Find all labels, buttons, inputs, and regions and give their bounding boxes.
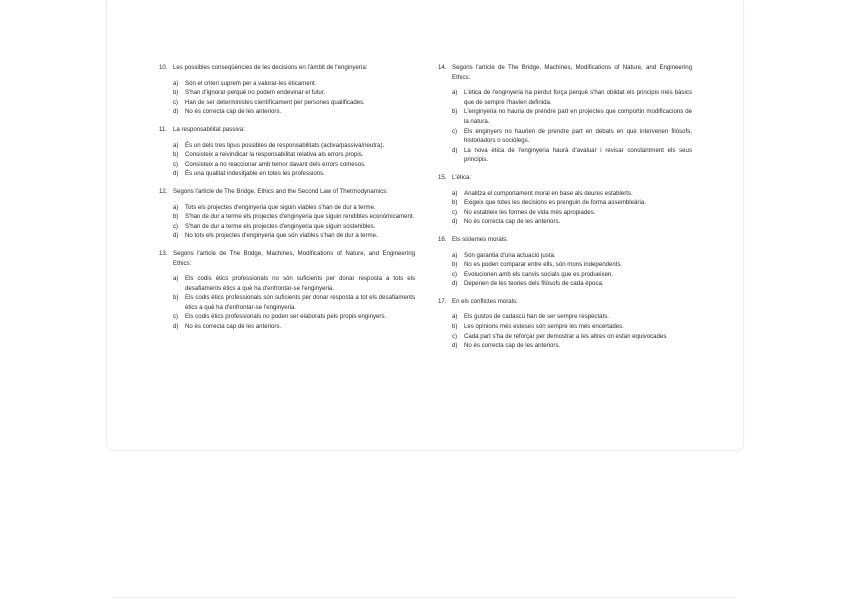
option-letter: a): [452, 189, 458, 197]
answer-option: [173, 107, 415, 117]
answer-option: [173, 203, 415, 213]
option-text: Han de ser deterministes científicament per persones qualificades.: [185, 98, 365, 106]
question-block: [438, 297, 692, 351]
answer-options: [438, 251, 692, 289]
option-letter: b): [173, 294, 179, 302]
answer-option: [452, 279, 692, 289]
option-text: S'han de dur a terme els projectes d'enginyeria que siguin rendibles econòmicament.: [185, 213, 415, 221]
option-text: Els codis ètics professionals no són suficients per donar resposta a tots els desafiaments ètics a què ha d'enfrontar-se l'enginyeria.: [185, 275, 415, 292]
question-block: [159, 125, 415, 179]
answer-options: [159, 274, 415, 332]
question-block: [159, 187, 415, 241]
question-block: [438, 173, 692, 227]
answer-option: [173, 98, 415, 108]
question-header: [438, 297, 692, 307]
question-header: [438, 235, 692, 245]
question-number: 13.: [159, 249, 168, 257]
answer-option: [452, 217, 692, 227]
question-number: 12.: [159, 187, 168, 195]
answer-option: [173, 160, 415, 170]
answer-option: [452, 127, 692, 146]
question-text: En els conflictes morals:: [452, 297, 518, 305]
answer-option: [173, 212, 415, 222]
option-text: No estableix les formes de vida més apropiades.: [464, 208, 596, 216]
option-letter: a): [173, 275, 179, 283]
question-text: Les possibles conseqüències de les decisions en l'àmbit de l'enginyeria:: [173, 64, 368, 71]
option-letter: a): [173, 203, 179, 211]
option-letter: d): [173, 232, 179, 240]
answer-option: [452, 198, 692, 208]
question-number: 10.: [159, 64, 168, 71]
option-text: No és correcta cap de les anteriors.: [185, 108, 282, 116]
option-text: L'enginyeria no hauria de prendre part en projectes que comportin modificacions de la natura.: [464, 108, 692, 125]
question-header: [159, 125, 415, 135]
option-text: Els codis ètics professionals són suficients per donar resposta a tot els desafiaments ètics a què ha d'enfrontar-se l'enginyeria.: [185, 294, 415, 311]
answer-option: [173, 231, 415, 241]
question-header: [159, 249, 415, 268]
option-text: Les opinions més esteses són sempre les més encertades.: [464, 323, 624, 331]
option-letter: d): [452, 146, 458, 154]
option-text: No és correcta cap de les anteriors.: [185, 323, 282, 331]
question-text: Segons l'article de The Bridge, Ethics and the Second Law of Thermodynamics:: [173, 187, 389, 195]
option-text: És una qualitat indesitjable en totes les professions.: [185, 170, 325, 178]
answer-option: [452, 332, 692, 342]
question-number: 15.: [438, 173, 447, 181]
page-divider: [112, 597, 736, 598]
answer-options: [159, 203, 415, 241]
answer-option: [452, 208, 692, 218]
option-letter: c): [452, 332, 458, 340]
answer-option: [173, 274, 415, 293]
answer-options: [159, 79, 415, 117]
option-letter: a): [452, 89, 458, 97]
answer-option: [173, 222, 415, 232]
option-letter: d): [452, 218, 458, 226]
option-text: No és correcta cap de les anteriors.: [464, 342, 561, 350]
option-letter: b): [452, 323, 458, 331]
option-letter: a): [173, 141, 179, 149]
question-number: 14.: [438, 64, 447, 71]
answer-option: [173, 293, 415, 312]
option-text: S'han de dur a terme els projectes d'enginyeria que siguin sostenibles.: [185, 222, 376, 230]
question-text: La responsabilitat passiva:: [173, 125, 245, 133]
option-letter: c): [452, 127, 458, 135]
option-text: No tots els projectes d'enginyeria que són viables s'han de dur a terme.: [185, 232, 378, 240]
option-text: Depenen de les teories dels filòsofs de cada època.: [464, 280, 604, 288]
question-block: [438, 63, 692, 165]
question-text: Segons l'article de The Bridge, Machines, Modifications of Nature, and Engineering Ethics:: [452, 64, 692, 81]
question-block: [159, 249, 415, 332]
option-letter: b): [452, 108, 458, 116]
option-text: Els enginyers no haurien de prendre part en debats en què intervenen filòsofs, historiadors o sociòlegs.: [464, 127, 692, 145]
option-letter: b): [173, 213, 179, 221]
question-header: [438, 173, 692, 183]
option-letter: d): [173, 108, 179, 116]
option-text: És un dels tres tipus possibles de responsabilitats (activa/passiva/neutra).: [185, 141, 385, 149]
answer-options: [159, 141, 415, 179]
question-number: 16.: [438, 235, 447, 243]
option-letter: d): [452, 280, 458, 288]
left-column: [159, 63, 415, 340]
option-text: No es poden comparar entre ells, són mons independents.: [464, 261, 623, 269]
option-letter: c): [173, 98, 179, 106]
option-text: Són garantia d'una actuació justa.: [464, 251, 556, 259]
answer-option: [452, 146, 692, 165]
option-letter: a): [452, 313, 458, 321]
option-letter: c): [173, 160, 179, 168]
question-block: [159, 63, 415, 117]
option-text: S'han d'ignorar perquè no podem endevinar el futur.: [185, 89, 326, 97]
question-text: L'ètica:: [452, 173, 472, 181]
question-header: [438, 63, 692, 82]
option-letter: c): [452, 270, 458, 278]
option-text: Els gustos de cadascú han de ser sempre respectats.: [464, 313, 609, 321]
answer-option: [173, 150, 415, 160]
answer-option: [173, 169, 415, 179]
answer-option: [173, 88, 415, 98]
option-letter: b): [452, 261, 458, 269]
document-page: [106, 0, 744, 451]
question-header: [159, 63, 415, 73]
option-text: No és correcta cap de les anteriors.: [464, 218, 561, 226]
option-letter: b): [173, 89, 179, 97]
option-text: Són el criteri suprem per a valorar-les èticament.: [185, 79, 317, 87]
option-letter: c): [173, 222, 179, 230]
answer-option: [452, 260, 692, 270]
option-text: L'ètica de l'enginyeria ha perdut força perquè s'han oblidat els principis més bàsics que de sempre l'havien definida.: [464, 89, 692, 106]
option-letter: c): [452, 208, 458, 216]
option-text: Exigeix que totes les decisions es prenguin de forma assembleària.: [464, 199, 646, 207]
question-text: Els sistemes morals:: [452, 235, 508, 243]
option-text: Cada part s'ha de reforçar per demostrar a les altres on estan equivocades: [464, 332, 667, 340]
option-letter: b): [452, 199, 458, 207]
option-letter: a): [173, 79, 179, 87]
question-header: [159, 187, 415, 197]
option-text: Consisteix a no reaccionar amb temor davant dels errors comesos.: [185, 160, 366, 168]
answer-options: [438, 312, 692, 350]
answer-option: [173, 312, 415, 322]
option-text: Els codis ètics professionals no poden ser elaborats pels propis enginyers.: [185, 313, 387, 321]
option-letter: b): [173, 151, 179, 159]
answer-option: [452, 322, 692, 332]
answer-option: [452, 270, 692, 280]
option-letter: d): [173, 170, 179, 178]
answer-option: [173, 79, 415, 89]
question-block: [438, 235, 692, 289]
option-letter: c): [173, 313, 179, 321]
option-text: La nova ètica de l'enginyeria haurà d'avaluar i revisar constantment els seus principis.: [464, 146, 692, 164]
answer-option: [452, 312, 692, 322]
option-text: Tots els projectes d'enginyeria que siguin viables s'han de dur a terme.: [185, 203, 376, 211]
option-letter: a): [452, 251, 458, 259]
option-text: Analitza el comportament moral en base als deures establerts.: [464, 189, 633, 197]
option-text: Consisteix a reivindicar la responsabilitat relativa als errors propis.: [185, 151, 364, 159]
answer-option: [173, 322, 415, 332]
option-text: Evolucionen amb els canvis socials que es produeixen.: [464, 270, 614, 278]
answer-option: [173, 141, 415, 151]
right-column: [438, 63, 692, 359]
answer-option: [452, 341, 692, 351]
answer-options: [438, 189, 692, 227]
question-number: 17.: [438, 297, 447, 305]
question-text: Segons l'article de The Bridge, Machines, Modifications of Nature, and Engineering Ethics:: [173, 249, 415, 267]
question-number: 11.: [159, 125, 168, 133]
answer-options: [438, 88, 692, 165]
answer-option: [452, 107, 692, 126]
answer-option: [452, 251, 692, 261]
answer-option: [452, 88, 692, 107]
option-letter: d): [452, 342, 458, 350]
answer-option: [452, 189, 692, 199]
option-letter: d): [173, 323, 179, 331]
